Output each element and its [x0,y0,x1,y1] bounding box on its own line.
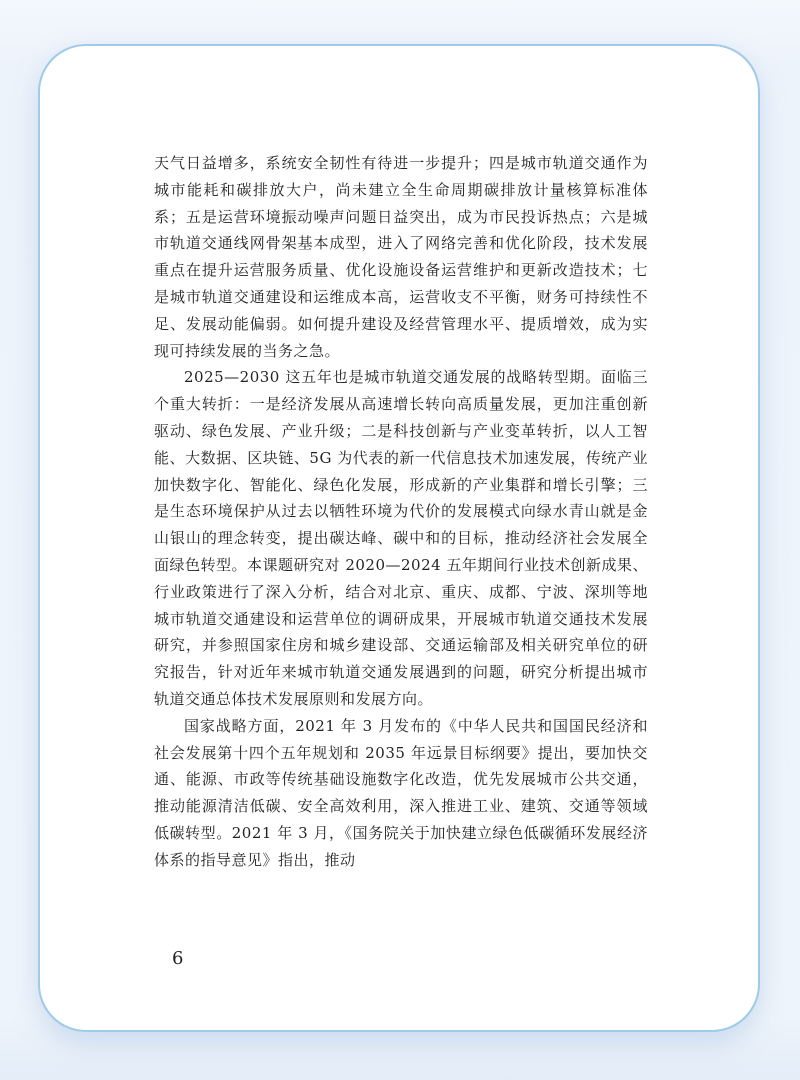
paragraph-2: 2025—2030 这五年也是城市轨道交通发展的战略转型期。面临三个重大转折：一是经济发展从高速增长转向高质量发展，更加注重创新驱动、绿色发展、产业升级；二是科技创新与产业变革转折，以人工智能、大数据、区块链、5G 为代表的新一代信息技术加速发展，传统产业加快数字化、智能化、绿色化发展，形成新的产业集群和增长引擎；三是生态环境保护从过去以牺牲环境为代价的发展模式向绿水青山就是金山银山的理念转变，提出碳达峰、碳中和的目标，推动经济社会发展全面绿色转型。本课题研究对 2020—2024 五年期间行业技术创新成果、行业政策进行了深入分析，结合对北京、重庆、成都、宁波、深圳等地城市轨道交通建设和运营单位的调研成果，开展城市轨道交通技术发展研究，并参照国家住房和城乡建设部、交通运输部及相关研究单位的研究报告，针对近年来城市轨道交通发展遇到的问题，研究分析提出城市轨道交通总体技术发展原则和发展方向。 [154,368,648,708]
document-body [154,150,648,874]
paragraph-3: 国家战略方面，2021 年 3 月发布的《中华人民共和国国民经济和社会发展第十四个五年规划和 2035 年远景目标纲要》提出，要加快交通、能源、市政等传统基础设施数字化改造，优先发展城市公共交通，推动能源清洁低碳、安全高效利用，深入推进工业、建筑、交通等领域低碳转型。2021 年 3 月，《国务院关于加快建立绿色低碳循环发展经济体系的指导意见》指出，推动 [154,716,648,869]
paragraph-1: 天气日益增多，系统安全韧性有待进一步提升；四是城市轨道交通作为城市能耗和碳排放大户，尚未建立全生命周期碳排放计量核算标准体系；五是运营环境振动噪声问题日益突出，成为市民投诉热点；六是城市轨道交通线网骨架基本成型，进入了网络完善和优化阶段，技术发展重点在提升运营服务质量、优化设施设备运营维护和更新改造技术；七是城市轨道交通建设和运维成本高，运营收支不平衡，财务可持续性不足、发展动能偏弱。如何提升建设及经营管理水平、提质增效，成为实现可持续发展的当务之急。 [154,154,648,360]
page-number: 6 [172,948,184,969]
